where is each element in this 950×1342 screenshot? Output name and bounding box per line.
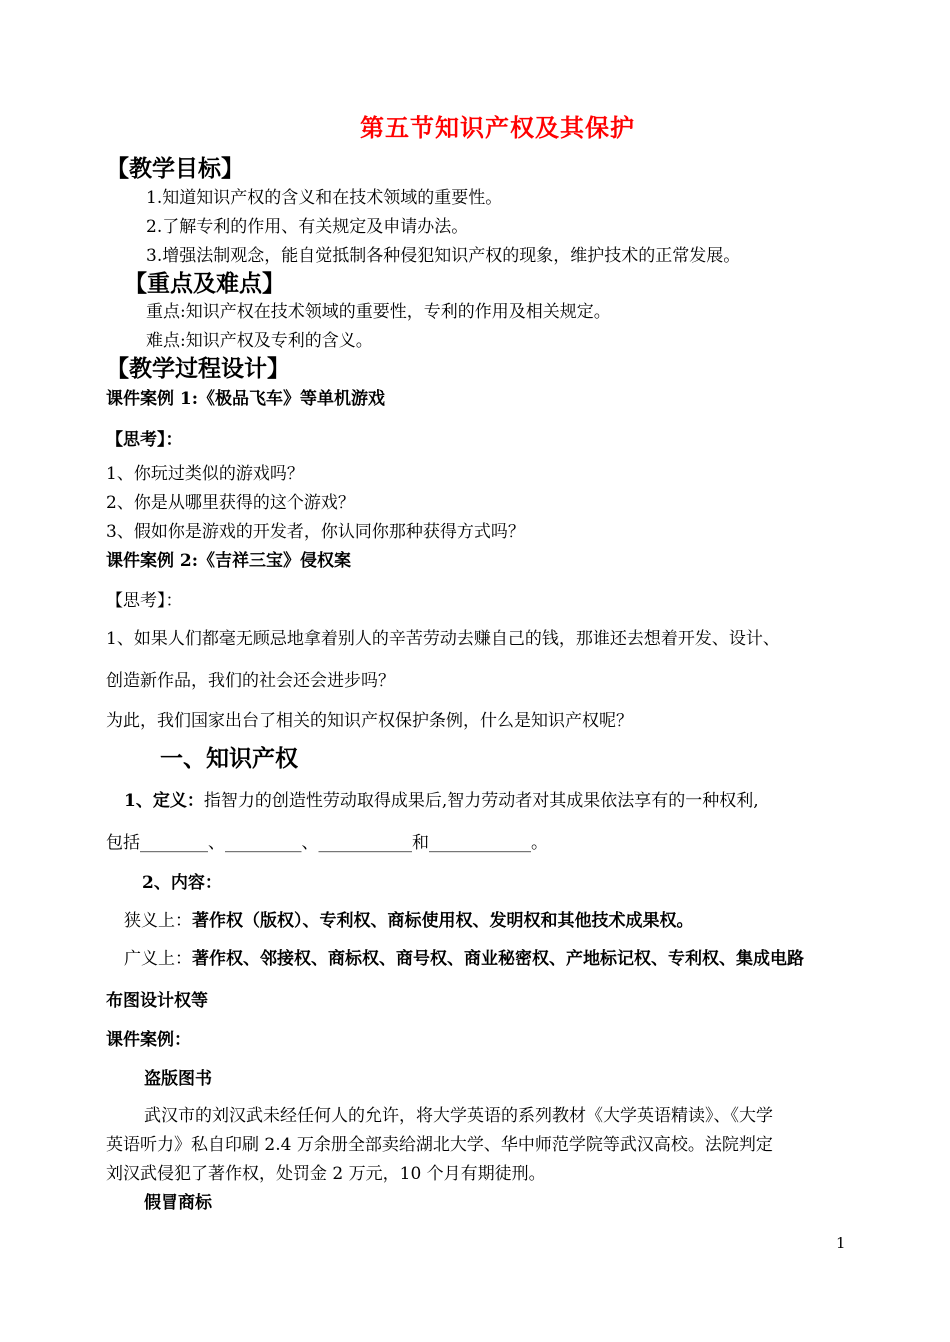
question-item: 3、假如你是游戏的开发者，你认同你那种获得方式吗？ — [106, 522, 525, 542]
narrow-line — [124, 906, 694, 931]
trademark-title: 假冒商标 — [144, 1193, 212, 1213]
page-number: 1 — [836, 1234, 846, 1252]
document-title: 第五节知识产权及其保护 — [360, 113, 635, 142]
narrow-label: 狭义上： — [124, 911, 192, 931]
content-label: 2、内容： — [142, 873, 222, 893]
broad-text-cont: 布图设计权等 — [106, 991, 208, 1011]
section-heading: 一、知识产权 — [160, 745, 298, 772]
broad-text: 著作权、邻接权、商标权、商号权、商业秘密权、产地标记权、专利权、集成电路 — [192, 949, 804, 969]
definition-line — [124, 786, 759, 811]
think-label: 【思考】： — [106, 591, 183, 611]
objective-item: 2.了解专利的作用、有关规定及申请办法。 — [146, 217, 469, 237]
case2-title: 课件案例 2:《吉祥三宝》侵权案 — [106, 551, 352, 571]
question-item: 2、你是从哪里获得的这个游戏？ — [106, 493, 355, 513]
objective-item: 1.知道知识产权的含义和在技术领域的重要性。 — [146, 188, 503, 208]
narrow-text: 著作权（版权）、专利权、商标使用权、发明权和其他技术成果权。 — [192, 911, 694, 931]
objective-item: 3.增强法制观念，能自觉抵制各种侵犯知识产权的现象，维护技术的正常发展。 — [146, 246, 741, 266]
key-points-heading: 【重点及难点】 — [124, 270, 285, 297]
piracy-paragraph-line: 武汉市的刘汉武未经任何人的允许，将大学英语的系列教材《大学英语精读》、《大学 — [144, 1106, 773, 1126]
transition-text: 为此，我们国家出台了相关的知识产权保护条例，什么是知识产权呢？ — [106, 711, 633, 731]
question-item-cont: 创造新作品，我们的社会还会进步吗？ — [106, 671, 395, 691]
piracy-paragraph-line: 英语听力》私自印刷 2.4 万余册全部卖给湖北大学、华中师范学院等武汉高校。法院判定 — [106, 1135, 773, 1155]
process-heading: 【教学过程设计】 — [106, 355, 290, 382]
think-label: 【思考】： — [106, 430, 183, 450]
question-item: 1、你玩过类似的游戏吗？ — [106, 464, 304, 484]
case1-title: 课件案例 1:《极品飞车》等单机游戏 — [106, 389, 386, 409]
definition-label: 1、定义： — [124, 791, 204, 811]
key-point-text: 重点:知识产权在技术领域的重要性，专利的作用及相关规定。 — [146, 302, 611, 322]
piracy-paragraph-line: 刘汉武侵犯了著作权，处罚金 2 万元，10 个月有期徒刑。 — [106, 1164, 546, 1184]
definition-blanks: 包括________、_________、___________和____________。 — [106, 833, 548, 853]
objectives-heading: 【教学目标】 — [106, 155, 244, 182]
broad-label: 广义上： — [124, 949, 192, 969]
question-item: 1、如果人们都毫无顾忌地拿着别人的辛苦劳动去赚自己的钱，那谁还去想着开发、设计、 — [106, 629, 780, 649]
broad-line — [124, 944, 804, 969]
definition-text: 指智力的创造性劳动取得成果后,智力劳动者对其成果依法享有的一种权利, — [203, 791, 759, 811]
case-label: 课件案例： — [106, 1030, 191, 1050]
piracy-title: 盗版图书 — [144, 1069, 212, 1089]
difficult-point-text: 难点:知识产权及专利的含义。 — [146, 331, 373, 351]
